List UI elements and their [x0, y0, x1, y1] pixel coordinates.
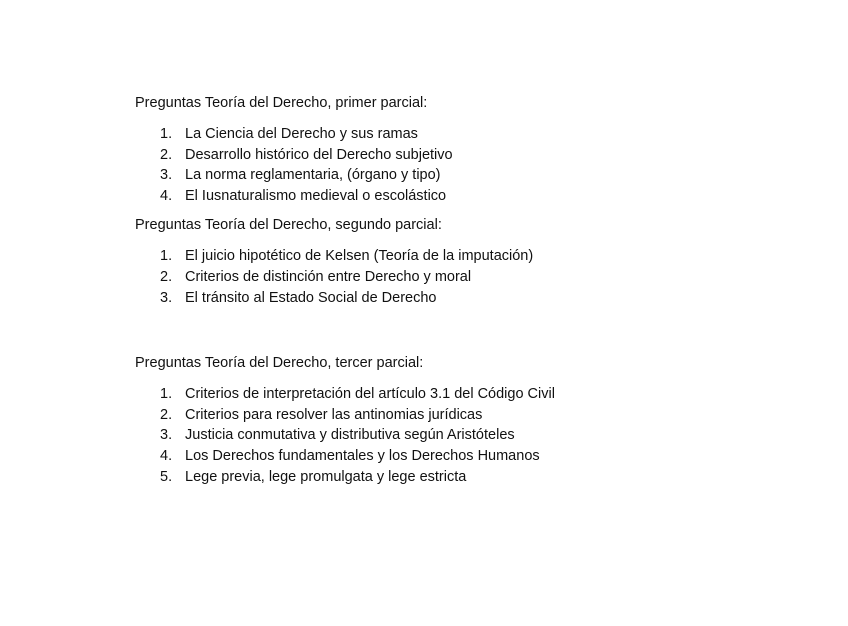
section-primer-parcial [135, 94, 815, 206]
item-text: El juicio hipotético de Kelsen (Teoría de la imputación) [185, 248, 534, 265]
document-body [135, 94, 815, 497]
item-text: La Ciencia del Derecho y sus ramas [185, 126, 418, 142]
list-item [135, 288, 815, 309]
list-item [135, 425, 815, 446]
item-number: 1. [160, 126, 173, 142]
list-item [135, 446, 815, 467]
list-item [135, 246, 815, 267]
item-number: 1. [160, 386, 173, 403]
item-number: 2. [160, 268, 173, 285]
list-item [135, 165, 815, 186]
list-item [135, 467, 815, 488]
item-text: El tránsito al Estado Social de Derecho [185, 289, 437, 306]
question-list [135, 124, 815, 206]
item-number: 3. [160, 167, 173, 184]
item-number: 1. [160, 248, 173, 265]
list-item [135, 405, 815, 426]
item-text: Lege previa, lege promulgata y lege estricta [185, 468, 467, 485]
item-number: 4. [160, 187, 173, 204]
item-text: Desarrollo histórico del Derecho subjetivo [185, 146, 453, 163]
list-item [135, 267, 815, 288]
question-list [135, 384, 815, 487]
section-title: Preguntas Teoría del Derecho, segundo parcial: [135, 217, 442, 234]
item-text: Criterios de interpretación del artículo 3.1 del Código Civil [185, 386, 555, 403]
list-item [135, 145, 815, 166]
item-text: El Iusnaturalismo medieval o escolástico [185, 187, 447, 204]
item-text: Criterios para resolver las antinomias jurídicas [185, 406, 483, 423]
section-title: Preguntas Teoría del Derecho, tercer parcial: [135, 355, 424, 372]
item-text: Criterios de distinción entre Derecho y moral [185, 268, 472, 285]
list-item [135, 124, 815, 145]
section-tercer-parcial [135, 354, 815, 487]
item-text: La norma reglamentaria, (órgano y tipo) [185, 167, 441, 184]
item-text: Justicia conmutativa y distributiva según Aristóteles [185, 427, 515, 444]
item-number: 2. [160, 406, 173, 423]
item-number: 5. [160, 468, 173, 485]
item-number: 2. [160, 146, 173, 163]
list-item [135, 384, 815, 405]
item-number: 3. [160, 289, 173, 306]
item-text: Los Derechos fundamentales y los Derechos Humanos [185, 447, 540, 464]
section-segundo-parcial [135, 216, 815, 308]
list-item [135, 186, 815, 207]
item-number: 3. [160, 427, 173, 444]
section-title: Preguntas Teoría del Derecho, primer parcial: [135, 95, 428, 111]
question-list [135, 246, 815, 308]
item-number: 4. [160, 447, 173, 464]
